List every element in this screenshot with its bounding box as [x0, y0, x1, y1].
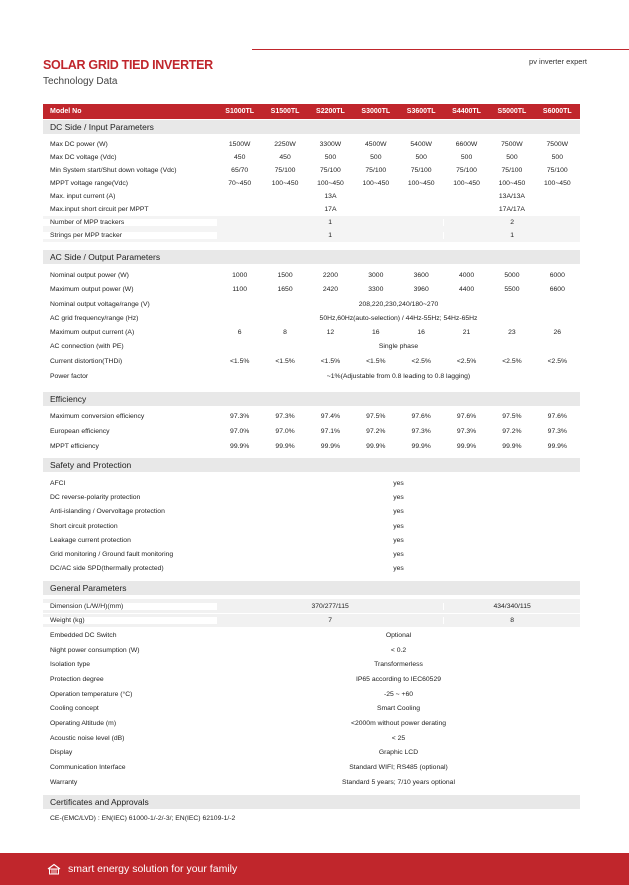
cell-merged: 434/340/115 — [443, 603, 580, 610]
cell: 500 — [324, 154, 337, 161]
cell-merged: Standard 5 years; 7/10 years optional — [342, 778, 455, 786]
cell: 3300W — [319, 141, 342, 148]
row-label: Grid monitoring / Ground fault monitoring — [50, 551, 174, 559]
table-row — [43, 203, 580, 216]
cell: 2250W — [274, 141, 296, 148]
cell: 500 — [370, 154, 382, 161]
safety-list — [43, 476, 580, 576]
table-row — [43, 533, 580, 547]
cell: 99.9% — [456, 442, 477, 450]
spec-table — [43, 104, 580, 822]
page-title: SOLAR GRID TIED INVERTER — [43, 58, 213, 72]
row-label: Max. input current (A) — [50, 193, 116, 200]
row-label: AC connection (with PE) — [50, 343, 124, 350]
table-row — [43, 138, 580, 151]
general-list — [43, 628, 580, 790]
table-row — [43, 599, 580, 613]
table-row — [43, 687, 580, 702]
cell: 3000 — [368, 271, 384, 279]
table-row — [43, 177, 580, 190]
cell-merged: Single phase — [378, 343, 419, 350]
model-col: S2200TL — [316, 108, 345, 115]
tagline: pv inverter expert — [529, 57, 587, 66]
table-row — [43, 311, 580, 325]
cell: 1100 — [232, 286, 247, 293]
cell: 99.9% — [275, 442, 295, 450]
table-row — [43, 476, 580, 490]
cell: 1500 — [277, 271, 293, 279]
row-label: Operating Altitude (m) — [50, 720, 117, 728]
cell: 4400 — [459, 286, 475, 293]
table-header — [43, 104, 580, 119]
cell-merged: 50Hz,60Hz(auto-selection) / 44Hz-55Hz; 54Hz-65Hz — [319, 314, 478, 322]
table-row — [43, 340, 580, 353]
cell-merged: 370/277/115 — [311, 602, 349, 610]
certificates-text: CE-(EMC/LVD) : EN(IEC) 61000-1/-2/-3/; EN(IEC) 62109-1/-2 — [50, 814, 236, 822]
cell: 3600 — [413, 271, 429, 279]
table-row — [43, 353, 580, 369]
cell-merged: yes — [393, 522, 404, 530]
table-row — [43, 519, 580, 533]
cell: <2.5% — [547, 357, 568, 365]
row-label: Strings per MPP tracker — [43, 232, 217, 239]
cell: 100~450 — [453, 180, 480, 187]
top-divider — [252, 49, 629, 50]
cell: 5500 — [504, 286, 520, 293]
row-label: Short circuit protection — [50, 522, 118, 530]
cell-merged: 8 — [443, 617, 580, 624]
cell: 12 — [326, 329, 335, 336]
cell-merged: <2000m without power derating — [350, 720, 447, 728]
footer-banner — [0, 853, 629, 885]
row-label: Embedded DC Switch — [50, 631, 117, 639]
table-row — [43, 164, 580, 177]
row-label: MPPT efficiency — [50, 442, 99, 450]
cell: 100~450 — [543, 180, 571, 187]
cell-merged: 208,220,230,240/180~270 — [358, 300, 439, 308]
row-label: Anti-islanding / Overvoltage protection — [50, 508, 165, 516]
table-row — [43, 190, 580, 203]
row-label: Nominal output power (W) — [50, 271, 129, 279]
model-col: S4400TL — [452, 108, 481, 115]
footer-text: smart energy solution for your family — [68, 863, 238, 875]
cell-merged: < 25 — [391, 734, 406, 742]
table-row — [43, 505, 580, 519]
model-label: Model No — [50, 108, 82, 115]
row-label: Maximum conversion efficiency — [50, 412, 145, 420]
table-row — [43, 490, 580, 504]
cell: 97.0% — [230, 428, 250, 435]
cell: 75/100 — [320, 167, 341, 174]
row-label: Current distortion(THDi) — [50, 357, 123, 365]
cell: 6 — [237, 329, 242, 336]
table-row — [43, 628, 580, 643]
row-label: MPPT voltage range(Vdc) — [50, 180, 129, 187]
cell: 6000 — [549, 271, 565, 279]
cell-merged: 1 — [328, 219, 333, 226]
table-row — [43, 151, 580, 164]
cell-merged: Smart Cooling — [376, 705, 421, 713]
row-label: Maximum output current (A) — [50, 329, 135, 336]
table-row — [43, 325, 580, 340]
cell-merged: yes — [393, 536, 404, 544]
cell: 7500W — [546, 141, 569, 148]
cell: 3960 — [413, 286, 429, 293]
cell: <2.5% — [456, 357, 477, 365]
section-ac: AC Side / Output Parameters — [43, 250, 580, 264]
row-label: Isolation type — [50, 661, 91, 669]
cell: 97.1% — [320, 428, 341, 435]
table-row — [43, 657, 580, 672]
table-row — [43, 775, 580, 790]
table-row — [43, 408, 580, 424]
cell: 5400W — [410, 141, 432, 148]
cell: 500 — [415, 154, 427, 161]
cell: 75/100 — [274, 167, 296, 174]
cell-merged: yes — [393, 551, 404, 559]
table-row — [43, 439, 580, 453]
cell: 1500W — [228, 141, 251, 148]
cell: 8 — [283, 329, 287, 336]
cell: 97.6% — [547, 412, 567, 420]
row-label: Weight (kg) — [43, 617, 217, 624]
cell-merged: Optional — [385, 631, 412, 639]
cell: 97.3% — [456, 428, 477, 435]
cell: 7500W — [501, 141, 523, 148]
row-label: DC/AC side SPD(thermally protected) — [50, 565, 164, 573]
table-row — [43, 746, 580, 761]
cell: 2200 — [322, 271, 338, 279]
cell: 99.9% — [366, 442, 386, 450]
cell-merged: yes — [393, 508, 404, 516]
model-col: S5000TL — [497, 108, 527, 115]
table-row — [43, 297, 580, 311]
cell: 100~450 — [317, 180, 344, 187]
cell-merged: 17A/17A — [498, 206, 525, 213]
cell: 100~450 — [362, 180, 390, 187]
table-row — [43, 547, 580, 561]
table-row — [43, 760, 580, 775]
row-label: Max DC power (W) — [50, 141, 108, 148]
cell: 97.2% — [502, 428, 522, 435]
cell: 450 — [279, 154, 291, 161]
row-label: AC grid frequency/range (Hz) — [50, 314, 139, 322]
row-label: Max DC voltage (Vdc) — [50, 154, 117, 161]
table-row — [43, 562, 580, 576]
table-row — [43, 613, 580, 627]
row-label: DC reverse-polarity protection — [50, 493, 141, 501]
cell: 75/100 — [410, 167, 432, 174]
row-label: Maximum output power (W) — [50, 286, 134, 293]
cell: 97.3% — [547, 428, 567, 435]
cell: 6600 — [549, 286, 565, 293]
cell: 450 — [234, 154, 246, 161]
cell: 3300 — [368, 286, 384, 293]
table-row — [43, 702, 580, 717]
model-col: S3600TL — [406, 108, 436, 115]
section-general: General Parameters — [43, 581, 580, 595]
model-col: S6000TL — [542, 108, 572, 115]
model-col: S1500TL — [270, 108, 300, 115]
row-label: Dimension (L/W/H)(mm) — [43, 603, 217, 610]
cell-merged: -25 ~ +60 — [383, 690, 414, 698]
cell: 500 — [506, 154, 518, 161]
row-label: Protection degree — [50, 675, 104, 683]
row-label: Operation temperature (°C) — [50, 690, 133, 698]
cell: 97.5% — [502, 412, 522, 420]
cell: 100~450 — [271, 180, 299, 187]
table-row — [43, 716, 580, 731]
cell: 97.6% — [411, 412, 431, 420]
cell: 99.9% — [320, 442, 341, 450]
cell-merged: 1 — [443, 232, 580, 239]
cell: 97.5% — [366, 412, 386, 420]
model-col: S1000TL — [225, 108, 255, 115]
row-label: Leakage current protection — [50, 536, 131, 544]
cell: 75/100 — [365, 167, 387, 174]
cell-merged: IP65 according to IEC60529 — [355, 675, 442, 683]
cell: 97.3% — [411, 428, 431, 435]
cell: 70~450 — [228, 180, 252, 187]
cell: 75/100 — [546, 167, 568, 174]
cell: 4500W — [365, 141, 387, 148]
cell: <1.5% — [320, 357, 341, 365]
table-row — [43, 229, 580, 242]
model-col: S3000TL — [361, 108, 391, 115]
table-row — [43, 282, 580, 297]
row-label: Min System start/Shut down voltage (Vdc) — [50, 167, 177, 174]
cell-merged: Transformerless — [374, 661, 423, 669]
row-label: Night power consumption (W) — [50, 646, 140, 654]
section-efficiency: Efficiency — [43, 392, 580, 406]
cell: 1650 — [277, 286, 293, 293]
table-row — [43, 216, 580, 229]
cell-merged: yes — [393, 565, 404, 573]
cell-merged: yes — [393, 493, 404, 501]
cell-merged: 13A/13A — [498, 193, 525, 200]
cell: 75/100 — [456, 167, 477, 174]
cell: <2.5% — [502, 357, 522, 365]
cell: 97.3% — [230, 412, 250, 420]
cell: <1.5% — [275, 357, 295, 365]
cell: 97.0% — [275, 428, 295, 435]
cell: 21 — [462, 329, 471, 336]
row-label: European efficiency — [50, 428, 110, 435]
cell: 16 — [417, 329, 425, 336]
cell: 500 — [460, 154, 473, 161]
cell: 2420 — [322, 286, 338, 293]
cell-merged: < 0.2 — [390, 646, 407, 654]
cell: 1000 — [232, 271, 248, 279]
table-row — [43, 424, 580, 439]
row-label: Power factor — [50, 373, 89, 380]
cell: 26 — [553, 329, 562, 336]
cell-merged: Standard WIFI; RS485 (optional) — [349, 764, 448, 772]
cell: 4000 — [459, 271, 475, 279]
table-row — [43, 672, 580, 687]
row-label: Max.input short circuit per MPPT — [50, 206, 149, 213]
cell-merged: 1 — [328, 232, 333, 239]
cell-merged: 7 — [328, 617, 333, 625]
row-label: Cooling concept — [50, 705, 99, 713]
row-label: AFCI — [50, 479, 66, 487]
cell: 100~450 — [498, 180, 526, 187]
cell: 97.6% — [456, 412, 477, 420]
cell: 500 — [551, 154, 563, 161]
row-label: Warranty — [50, 778, 78, 786]
page-subtitle: Technology Data — [43, 76, 118, 87]
row-label: Communication Interface — [50, 764, 126, 772]
section-safety: Safety and Protection — [43, 458, 580, 472]
cell: <1.5% — [366, 357, 386, 365]
cell: 97.3% — [275, 412, 295, 420]
cell: 23 — [508, 329, 516, 336]
cell: 5000 — [504, 271, 520, 279]
cell: <2.5% — [411, 357, 431, 365]
cell-merged: ~1%(Adjustable from 0.8 leading to 0.8 lagging) — [326, 373, 471, 380]
cell: 97.4% — [320, 412, 341, 420]
row-label: Acoustic noise level (dB) — [50, 734, 125, 742]
table-row — [43, 731, 580, 746]
cell: 16 — [372, 329, 380, 336]
cell-merged: 13A — [324, 193, 337, 200]
row-label: Number of MPP trackers — [43, 219, 217, 226]
cell: 99.9% — [502, 442, 522, 450]
section-dc: DC Side / Input Parameters — [43, 120, 580, 134]
cell: <1.5% — [229, 357, 250, 365]
table-row — [43, 369, 580, 384]
row-label: Nominal output voltage/range (V) — [50, 300, 150, 308]
cell: 97.2% — [366, 428, 386, 435]
section-certificates: Certificates and Approvals — [43, 795, 580, 809]
cell: 65/70 — [231, 167, 249, 174]
cell: 6600W — [455, 141, 478, 148]
cell-merged: 17A — [324, 206, 337, 213]
cell: 99.9% — [547, 442, 567, 450]
cell: 100~450 — [407, 180, 435, 187]
house-sun-icon — [46, 863, 62, 875]
cell-merged: yes — [393, 479, 404, 487]
cell: 75/100 — [501, 167, 523, 174]
row-label: Display — [50, 749, 73, 757]
table-row — [43, 643, 580, 658]
cell-merged: Graphic LCD — [378, 749, 419, 757]
cell: 99.9% — [230, 442, 250, 450]
cell-merged: 2 — [443, 219, 580, 226]
table-row — [43, 268, 580, 282]
cell: 99.9% — [411, 442, 431, 450]
